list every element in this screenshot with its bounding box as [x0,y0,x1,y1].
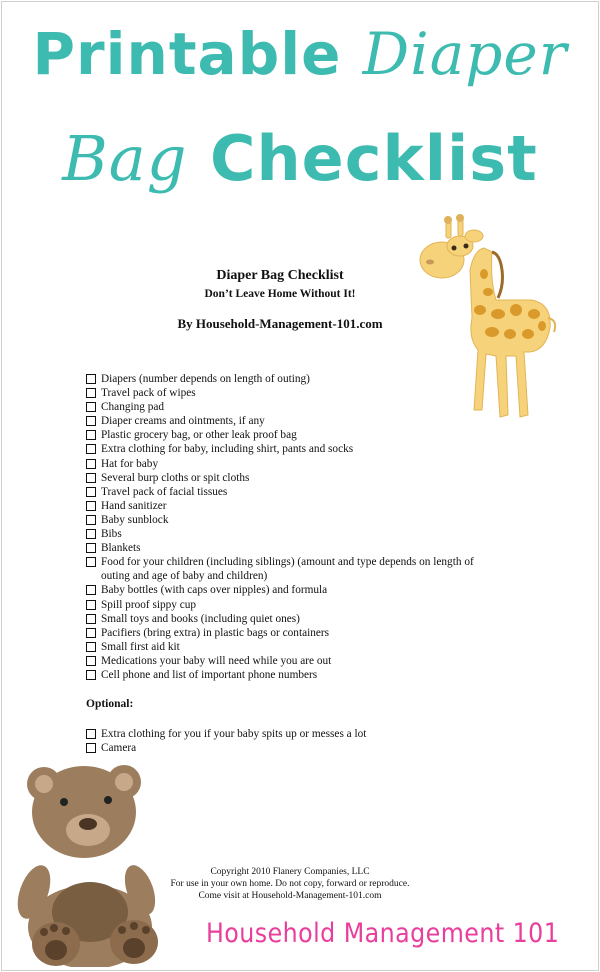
checkbox-icon[interactable] [86,585,96,595]
checklist-item-label: Hat for baby [101,457,159,470]
checkbox-icon[interactable] [86,670,96,680]
title-word-bag: Bag [62,122,188,195]
checklist-item [86,541,486,555]
checkbox-icon[interactable] [86,374,96,384]
checklist-item [86,457,486,471]
checkbox-icon[interactable] [86,642,96,652]
checkbox-icon[interactable] [86,557,96,567]
checklist-item-label: Baby sunblock [101,513,169,526]
checklist-item [86,598,486,612]
checkbox-icon[interactable] [86,628,96,638]
brand-footer: Household Management 101 [206,918,560,949]
checkbox-icon[interactable] [86,529,96,539]
checklist-item-label: Travel pack of wipes [101,387,196,400]
checkbox-icon[interactable] [86,656,96,666]
checklist-item [86,555,486,583]
checkbox-icon[interactable] [86,487,96,497]
checklist-item-label: Small first aid kit [101,640,180,653]
title-word-checklist: Checklist [210,122,538,195]
checklist-item-label: Medications your baby will need while you are out [101,654,332,667]
document-subtitle: Don’t Leave Home Without It! [204,288,356,300]
checklist-item-label: Small toys and books (including quiet ones) [101,612,300,625]
checklist-item-label: Pacifiers (bring extra) in plastic bags or containers [101,626,330,639]
teddy-bear-illustration [14,762,174,967]
checklist-item-label: Changing pad [101,401,165,414]
checklist-item [86,727,486,741]
checklist-item [86,668,486,682]
optional-checklist [86,727,486,755]
checklist-item-label: Extra clothing for you if your baby spits up or messes a lot [101,728,367,740]
document-title: Diaper Bag Checklist [216,268,344,283]
checkbox-icon[interactable] [86,430,96,440]
checklist [86,372,486,682]
checkbox-icon[interactable] [86,501,96,511]
checklist-item-label: Extra clothing for baby, including shirt, pants and socks [101,443,354,456]
copyright-line3: Come visit at Household-Management-101.com [198,891,382,901]
copyright-line1: Copyright 2010 Flanery Companies, LLC [210,867,370,877]
checklist-item [86,428,486,442]
checklist-item [86,741,486,755]
checklist-item [86,527,486,541]
checklist-item [86,442,486,456]
page-title-line2 [0,118,600,200]
checklist-item-label: Food for your children (including siblings) (amount and type depends on length of outing and age of baby and children) [101,556,474,583]
optional-heading: Optional: [86,698,134,710]
checklist-item-label: Cell phone and list of important phone numbers [101,668,318,681]
checkbox-icon[interactable] [86,402,96,412]
checkbox-icon[interactable] [86,729,96,739]
checklist-item [86,499,486,513]
checklist-item-label: Bibs [101,528,122,541]
checkbox-icon[interactable] [86,600,96,610]
checklist-item [86,414,486,428]
checkbox-icon[interactable] [86,459,96,469]
checklist-item-label: Travel pack of facial tissues [101,485,228,498]
checklist-item [86,513,486,527]
checkbox-icon[interactable] [86,416,96,426]
checklist-item-label: Diaper creams and ointments, if any [101,415,265,428]
checklist-item-label: Blankets [101,542,141,555]
checklist-item-label: Baby bottles (with caps over nipples) and formula [101,584,328,597]
checklist-item-label: Spill proof sippy cup [101,598,197,611]
checklist-item [86,583,486,597]
title-word-diaper: Diaper [362,20,568,88]
checkbox-icon[interactable] [86,743,96,753]
checklist-item-label: Plastic grocery bag, or other leak proof bag [101,429,297,442]
checklist-item [86,640,486,654]
document-byline: By Household-Management-101.com [177,316,383,331]
checklist-item-label: Several burp cloths or spit cloths [101,471,250,484]
checkbox-icon[interactable] [86,473,96,483]
checklist-item [86,471,486,485]
title-word-printable: Printable [32,20,342,88]
checklist-item [86,485,486,499]
checklist-item-label: Hand sanitizer [101,499,167,512]
checklist-item-label: Camera [101,742,137,755]
checklist-item [86,654,486,668]
checkbox-icon[interactable] [86,515,96,525]
checklist-item [86,612,486,626]
checklist-item [86,626,486,640]
checkbox-icon[interactable] [86,388,96,398]
checklist-item [86,372,486,386]
checklist-item [86,386,486,400]
checkbox-icon[interactable] [86,614,96,624]
checkbox-icon[interactable] [86,444,96,454]
checklist-item-label: Diapers (number depends on length of outing) [101,373,310,385]
checkbox-icon[interactable] [86,543,96,553]
checklist-item [86,400,486,414]
copyright-line2: For use in your own home. Do not copy, forward or reproduce. [170,879,410,889]
page-title-line1 [0,16,600,92]
